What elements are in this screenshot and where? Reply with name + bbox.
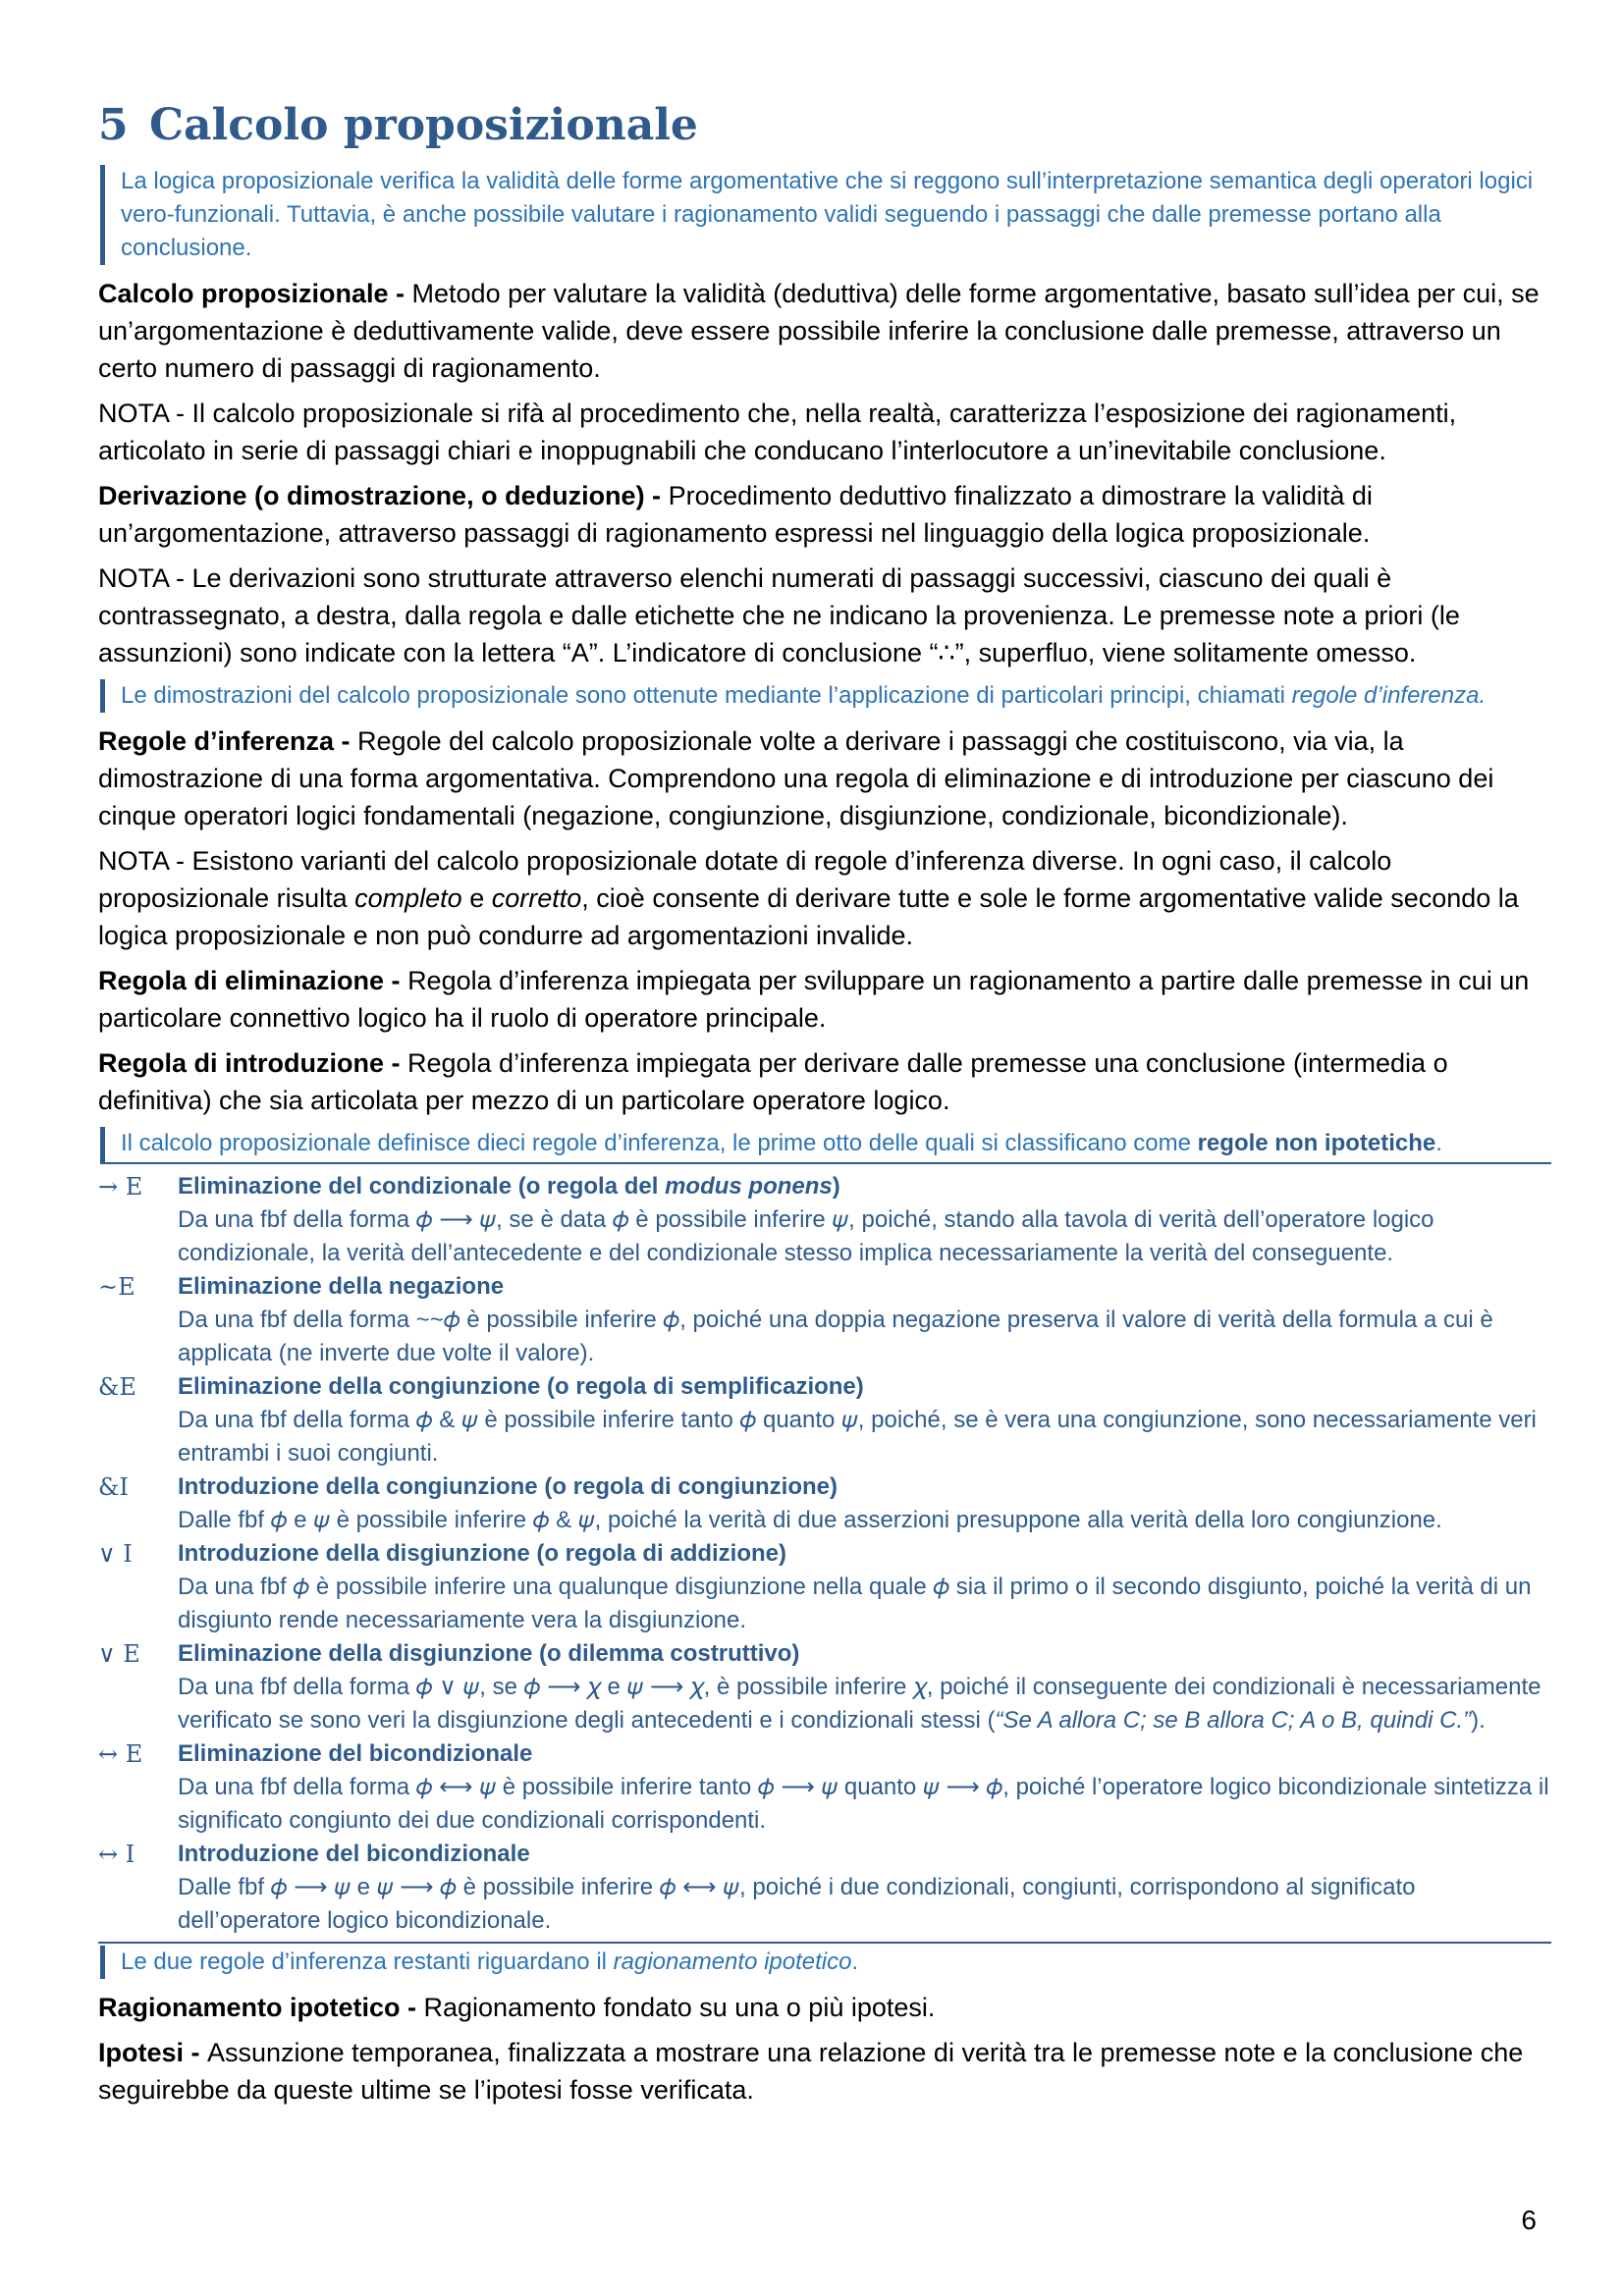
rule-item (98, 1470, 1551, 1537)
rule-description (178, 1671, 1551, 1737)
intro-callout: La logica proposizionale verifica la validità delle forme argomentative che si reggono sull’interpretazione semantica degli operatori logici vero-funzionali. Tuttavia, è anche possibile valutare i ragionamento validi seguendo i passaggi che dalle premesse portano alla conclusione. (100, 165, 1551, 265)
rule-title: Eliminazione della disgiunzione (o dilemma costruttivo) (178, 1640, 800, 1667)
rule-title: Eliminazione della congiunzione (o regola di semplificazione) (178, 1373, 864, 1400)
term-ipotesi: Ipotesi - (98, 2038, 208, 2067)
remaining-callout (100, 1946, 1551, 1979)
rule-item (98, 1370, 1551, 1470)
definition-derivazione (98, 477, 1551, 552)
rule-symbol: &I (98, 1473, 129, 1501)
nota-3-em1: completo (354, 883, 462, 913)
rule-title-em: modus ponens (665, 1173, 833, 1200)
term-eliminazione: Regola di eliminazione - (98, 966, 408, 995)
rule-description: Da una fbf della forma 𝜙 & 𝜓 è possibile inferire tanto 𝜙 quanto 𝜓, poiché, se è vera una congiunzione, sono necessariamente veri entrambi i suoi congiunti. (178, 1407, 1537, 1467)
rule-item (98, 1537, 1551, 1637)
term-regole: Regole d’inferenza - (98, 726, 358, 756)
rule-description-post: ). (1471, 1707, 1486, 1734)
rule-symbol: ↔ I (98, 1841, 135, 1868)
text-derivazione: Procedimento deduttivo finalizzato a dimostrare la validità di un’argomentazione, attraverso passaggi di ragionamento espressi nel linguaggio della logica proposizionale. (98, 481, 1373, 548)
nota-3-mid: e (461, 883, 492, 913)
section-title: Calcolo proposizionale (149, 100, 698, 150)
text-introduzione: Regola d’inferenza impiegata per derivare dalle premesse una conclusione (intermedia o definitiva) che sia articolata per mezzo di un particolare operatore logico. (98, 1048, 1448, 1115)
text-regole: Regole del calcolo proposizionale volte a derivare i passaggi che costituiscono, via via, la dimostrazione di una forma argomentativa. Comprendono una regola di eliminazione e di introduzione per ciascuno dei cinque operatori logici fondamentali (negazione, congiunzione, disgiunzione, condizionale, bicondizionale). (98, 726, 1494, 830)
rule-symbol: &E (98, 1373, 136, 1401)
term-derivazione: Derivazione (o dimostrazione, o deduzione) - (98, 481, 669, 510)
rule-symbol: ∨ E (98, 1640, 140, 1668)
inference-callout (100, 679, 1551, 713)
rule-title-post: ) (832, 1173, 840, 1200)
section-heading (98, 98, 1551, 153)
term-introduzione: Regola di introduzione - (98, 1048, 407, 1078)
remaining-pre: Le due regole d’inferenza restanti riguardano il (121, 1949, 614, 1975)
rule-symbol: ~E (98, 1273, 135, 1301)
remaining-em: ragionamento ipotetico (613, 1949, 852, 1975)
rule-description: Da una fbf 𝜙 è possibile inferire una qualunque disgiunzione nella quale 𝜙 sia il primo o il secondo disgiunto, poiché la verità di un disgiunto rende necessariamente vera la disgiunzione. (178, 1574, 1532, 1633)
rule-item (98, 1737, 1551, 1838)
rule-symbol: ↔ E (98, 1740, 143, 1768)
ten-rules-pre: Il calcolo proposizionale definisce dieci regole d’inferenza, le prime otto delle quali si classificano come (121, 1130, 1198, 1156)
remaining-post: . (851, 1949, 859, 1975)
rule-title: Introduzione della congiunzione (o regola di congiunzione) (178, 1473, 838, 1500)
rule-item (98, 1170, 1551, 1270)
definition-regole (98, 722, 1551, 834)
definition-introduzione (98, 1044, 1551, 1119)
rule-title: Introduzione del bicondizionale (178, 1841, 530, 1867)
document-page (98, 98, 1551, 2116)
term-ragionamento: Ragionamento ipotetico - (98, 1993, 424, 2022)
rule-item (98, 1838, 1551, 1938)
text-ipotesi: Assunzione temporanea, finalizzata a mostrare una relazione di verità tra le premesse note e la conclusione che seguirebbe da queste ultime se l’ipotesi fosse verificata. (98, 2038, 1524, 2105)
nota-1: NOTA - Il calcolo proposizionale si rifà al procedimento che, nella realtà, caratterizza l’esposizione dei ragionamenti, articolato in serie di passaggi chiari e inoppugnabili che conducano l’interlocutore a un’inevitabile conclusione. (98, 399, 1457, 465)
definition-eliminazione (98, 962, 1551, 1037)
inference-callout-em: regole d’inferenza. (1291, 682, 1487, 709)
ten-rules-post: . (1435, 1130, 1442, 1156)
nota-3-post: , cioè consente di derivare tutte e sole le forme argomentative valide secondo la logica proposizionale e non può condurre ad argomentazioni invalide. (98, 883, 1519, 950)
definition-ipotesi (98, 2034, 1551, 2109)
rule-description: Dalle fbf 𝜙 ⟶ 𝜓 e 𝜓 ⟶ 𝜙 è possibile inferire 𝜙 ⟷ 𝜓, poiché i due condizionali, congiunti, corrispondono al significato dell’operatore logico bicondizionale. (178, 1874, 1416, 1934)
text-eliminazione: Regola d’inferenza impiegata per sviluppare un ragionamento a partire dalle premesse in cui un particolare connettivo logico ha il ruolo di operatore principale. (98, 966, 1530, 1033)
rule-item (98, 1270, 1551, 1370)
rule-item (98, 1637, 1551, 1737)
definition-calcolo (98, 275, 1551, 387)
rule-title: Introduzione della disgiunzione (o regola di addizione) (178, 1540, 787, 1567)
text-calcolo: Metodo per valutare la validità (deduttiva) delle forme argomentative, basato sull’idea per cui, se un’argomentazione è deduttivamente valide, deve essere possibile inferire la conclusione dalle premesse, attraverso un certo numero di passaggi di ragionamento. (98, 279, 1540, 383)
rule-title: Eliminazione del bicondizionale (178, 1740, 533, 1767)
rules-list (98, 1170, 1551, 1938)
rule-description: Da una fbf della forma ~~𝜙 è possibile inferire 𝜙, poiché una doppia negazione preserva il valore di verità della formula a cui è applicata (ne inverte due volte il valore). (178, 1307, 1493, 1366)
rule-description: Da una fbf della forma 𝜙 ⟷ 𝜓 è possibile inferire tanto 𝜙 ⟶ 𝜓 quanto 𝜓 ⟶ 𝜙, poiché l’operatore logico bicondizionale sintetizza il significato congiunto dei due condizionali corrispondenti. (178, 1774, 1549, 1834)
rule-description-em: “Se A allora C; se B allora C; A o B, quindi C.” (995, 1707, 1472, 1734)
rule-symbol: ∨ I (98, 1540, 133, 1568)
ten-rules-callout (100, 1127, 1551, 1164)
nota-3 (98, 842, 1551, 954)
inference-callout-text: Le dimostrazioni del calcolo proposizionale sono ottenute mediante l’applicazione di particolari principi, chiamati (121, 682, 1292, 709)
rule-description: Da una fbf della forma 𝜙 ⟶ 𝜓, se è data 𝜙 è possibile inferire 𝜓, poiché, stando alla tavola di verità dell’operatore logico condizionale, la verità dell’antecedente e del condizionale stesso implica necessariamente la verità del conseguente. (178, 1206, 1434, 1266)
text-ragionamento: Ragionamento fondato su una o più ipotesi. (423, 1993, 936, 2022)
rule-description-text: Da una fbf della forma 𝜙 ∨ 𝜓, se 𝜙 ⟶ 𝜒 e 𝜓 ⟶ 𝜒, è possibile inferire 𝜒, poiché il conseguente dei condizionali è necessariamente verificato se sono veri la disgiunzione degli antecedenti e i condizionali stessi ( (178, 1674, 1542, 1734)
rule-symbol: → E (98, 1173, 143, 1201)
rule-title-text: Eliminazione del condizionale (o regola del (178, 1173, 666, 1200)
nota-3-em2: corretto (491, 883, 582, 913)
nota-3-pre: NOTA - Esistono varianti del calcolo proposizionale dotate di regole d’inferenza diverse. In ogni caso, il calcolo proposizionale risulta (98, 846, 1392, 913)
rule-title (178, 1170, 1551, 1203)
rule-description: Dalle fbf 𝜙 e 𝜓 è possibile inferire 𝜙 & 𝜓, poiché la verità di due asserzioni presuppone alla verità della loro congiunzione. (178, 1507, 1442, 1533)
ten-rules-strong: regole non ipotetiche (1197, 1130, 1436, 1156)
nota-2: NOTA - Le derivazioni sono strutturate attraverso elenchi numerati di passaggi successivi, ciascuno dei quali è contrassegnato, a destra, dalla regola e dalle etichette che ne indicano la provenienza. Le premesse note a priori (le assunzioni) sono indicate con la lettera “A”. L’indicatore di conclusione “∴”, superfluo, viene solitamente omesso. (98, 563, 1460, 667)
remaining-callout-wrap (98, 1942, 1551, 1979)
term-calcolo: Calcolo proposizionale - (98, 279, 412, 308)
rule-title: Eliminazione della negazione (178, 1273, 505, 1300)
section-number: 5 (98, 100, 129, 150)
definition-ragionamento (98, 1989, 1551, 2026)
page-number: 6 (1521, 2205, 1537, 2235)
